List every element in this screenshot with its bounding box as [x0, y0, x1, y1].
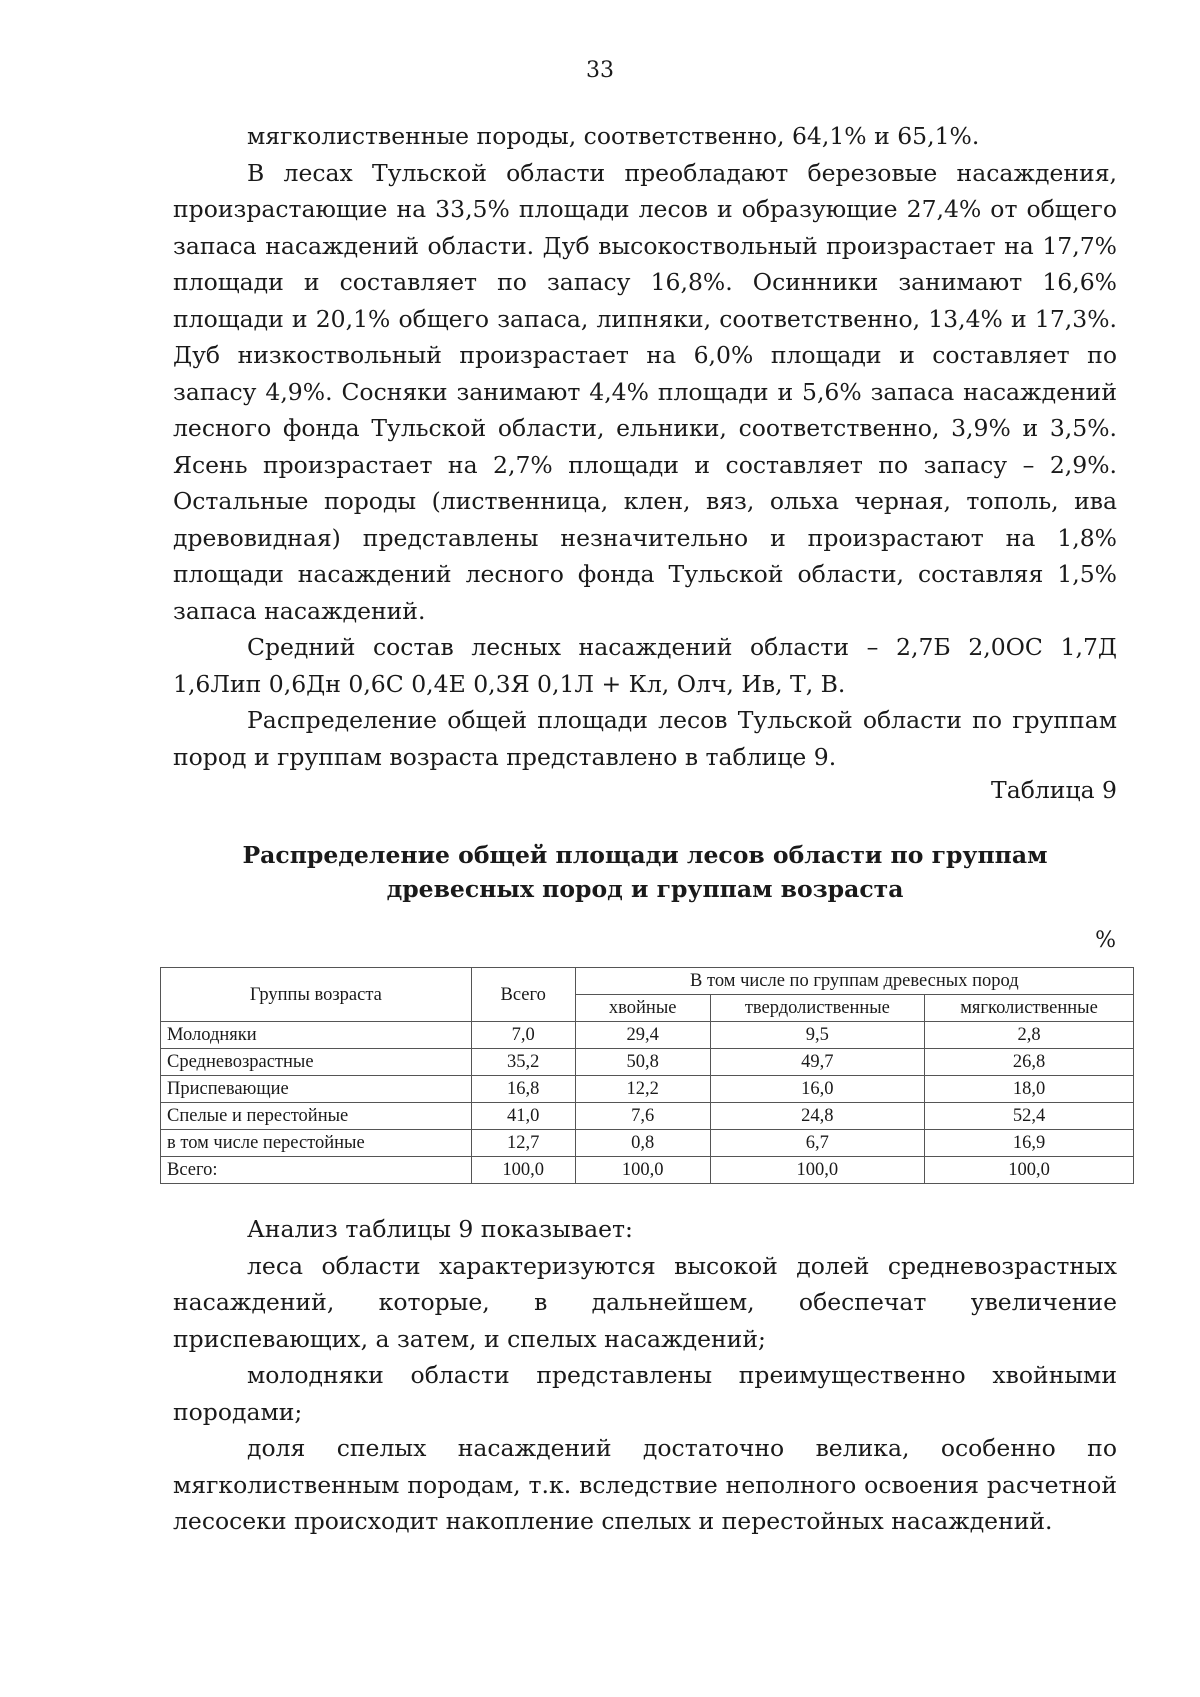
- header-softwood: мягколиственные: [925, 995, 1134, 1022]
- header-group-span: В том числе по группам древесных пород: [575, 968, 1133, 995]
- header-age-group: Группы возраста: [161, 968, 472, 1022]
- paragraph: Распределение общей площади лесов Тульской области по группам пород и группам возраста представлено в таблице 9.: [173, 706, 1117, 771]
- cell-conifer: 100,0: [575, 1157, 710, 1184]
- header-total: Всего: [471, 968, 575, 1022]
- forest-age-table: [160, 967, 1134, 1184]
- row-label: Всего:: [161, 1157, 472, 1184]
- header-conifer: хвойные: [575, 995, 710, 1022]
- table-row: [161, 1022, 1134, 1049]
- cell-conifer: 7,6: [575, 1103, 710, 1130]
- cell-hardwood: 6,7: [710, 1130, 924, 1157]
- table-title-line: Распределение общей площади лесов области по группам: [242, 841, 1048, 869]
- paragraph: мягколиственные породы, соответственно, 64,1% и 65,1%.: [247, 122, 980, 150]
- cell-hardwood: 100,0: [710, 1157, 924, 1184]
- cell-total: 16,8: [471, 1076, 575, 1103]
- cell-total: 41,0: [471, 1103, 575, 1130]
- cell-total: 100,0: [471, 1157, 575, 1184]
- cell-softwood: 18,0: [925, 1076, 1134, 1103]
- cell-hardwood: 16,0: [710, 1076, 924, 1103]
- paragraph: доля спелых насаждений достаточно велика, особенно по мягколиственным породам, т.к. вследствие неполного освоения расчетной лесосеки происходит накопление спелых и перестойных насаждений.: [173, 1434, 1117, 1535]
- table-row: [161, 1076, 1134, 1103]
- table-label: Таблица 9: [991, 776, 1117, 804]
- paragraph: молодняки области представлены преимущественно хвойными породами;: [173, 1361, 1117, 1426]
- cell-softwood: 26,8: [925, 1049, 1134, 1076]
- cell-softwood: 2,8: [925, 1022, 1134, 1049]
- cell-softwood: 52,4: [925, 1103, 1134, 1130]
- paragraph: Средний состав лесных насаждений области – 2,7Б 2,0ОС 1,7Д 1,6Лип 0,6Дн 0,6С 0,4Е 0,3Я 0,1Л + Кл, Олч, Ив, Т, В.: [173, 633, 1117, 698]
- row-label: Спелые и перестойные: [161, 1103, 472, 1130]
- paragraph: В лесах Тульской области преобладают березовые насаждения, произрастающие на 33,5% площади лесов и образующие 27,4% от общего запаса насаждений области. Дуб высокоствольный произрастает на 17,7% площади и составляет по запасу 16,8%. Осинники занимают 16,6% площади и 20,1% общего запаса, липняки, соответственно, 13,4% и 17,3%. Дуб низкоствольный произрастает на 6,0% площади и составляет по запасу 4,9%. Сосняки занимают 4,4% площади и 5,6% запаса насаждений лесного фонда Тульской области, ельники, соответственно, 3,9% и 3,5%. Ясень произрастает на 2,7% площади и составляет по запасу – 2,9%. Остальные породы (лиственница, клен, вяз, ольха черная, тополь, ива древовидная) представлены незначительно и произрастают на 1,8% площади насаждений лесного фонда Тульской области, составляя 1,5% запаса насаждений.: [173, 158, 1117, 625]
- cell-total: 35,2: [471, 1049, 575, 1076]
- header-hardwood: твердолиственные: [710, 995, 924, 1022]
- cell-hardwood: 9,5: [710, 1022, 924, 1049]
- table-title: [160, 838, 1130, 906]
- table-unit: %: [1095, 928, 1116, 953]
- table-row: [161, 1130, 1134, 1157]
- cell-conifer: 29,4: [575, 1022, 710, 1049]
- body-text-bottom: [173, 1211, 1117, 1540]
- cell-conifer: 0,8: [575, 1130, 710, 1157]
- row-label: Средневозрастные: [161, 1049, 472, 1076]
- cell-hardwood: 24,8: [710, 1103, 924, 1130]
- table-row: [161, 1157, 1134, 1184]
- table-title-line: древесных пород и группам возраста: [386, 875, 904, 903]
- table-row: [161, 1103, 1134, 1130]
- body-text-top: [173, 118, 1117, 775]
- cell-softwood: 16,9: [925, 1130, 1134, 1157]
- row-label: Приспевающие: [161, 1076, 472, 1103]
- table-row: [161, 1049, 1134, 1076]
- cell-softwood: 100,0: [925, 1157, 1134, 1184]
- cell-total: 12,7: [471, 1130, 575, 1157]
- page-number: 33: [586, 58, 614, 83]
- cell-conifer: 12,2: [575, 1076, 710, 1103]
- row-label: в том числе перестойные: [161, 1130, 472, 1157]
- paragraph: леса области характеризуются высокой долей средневозрастных насаждений, которые, в дальнейшем, обеспечат увеличение приспевающих, а затем, и спелых насаждений;: [173, 1251, 1117, 1353]
- cell-conifer: 50,8: [575, 1049, 710, 1076]
- paragraph: Анализ таблицы 9 показывает:: [247, 1215, 633, 1243]
- cell-hardwood: 49,7: [710, 1049, 924, 1076]
- cell-total: 7,0: [471, 1022, 575, 1049]
- row-label: Молодняки: [161, 1022, 472, 1049]
